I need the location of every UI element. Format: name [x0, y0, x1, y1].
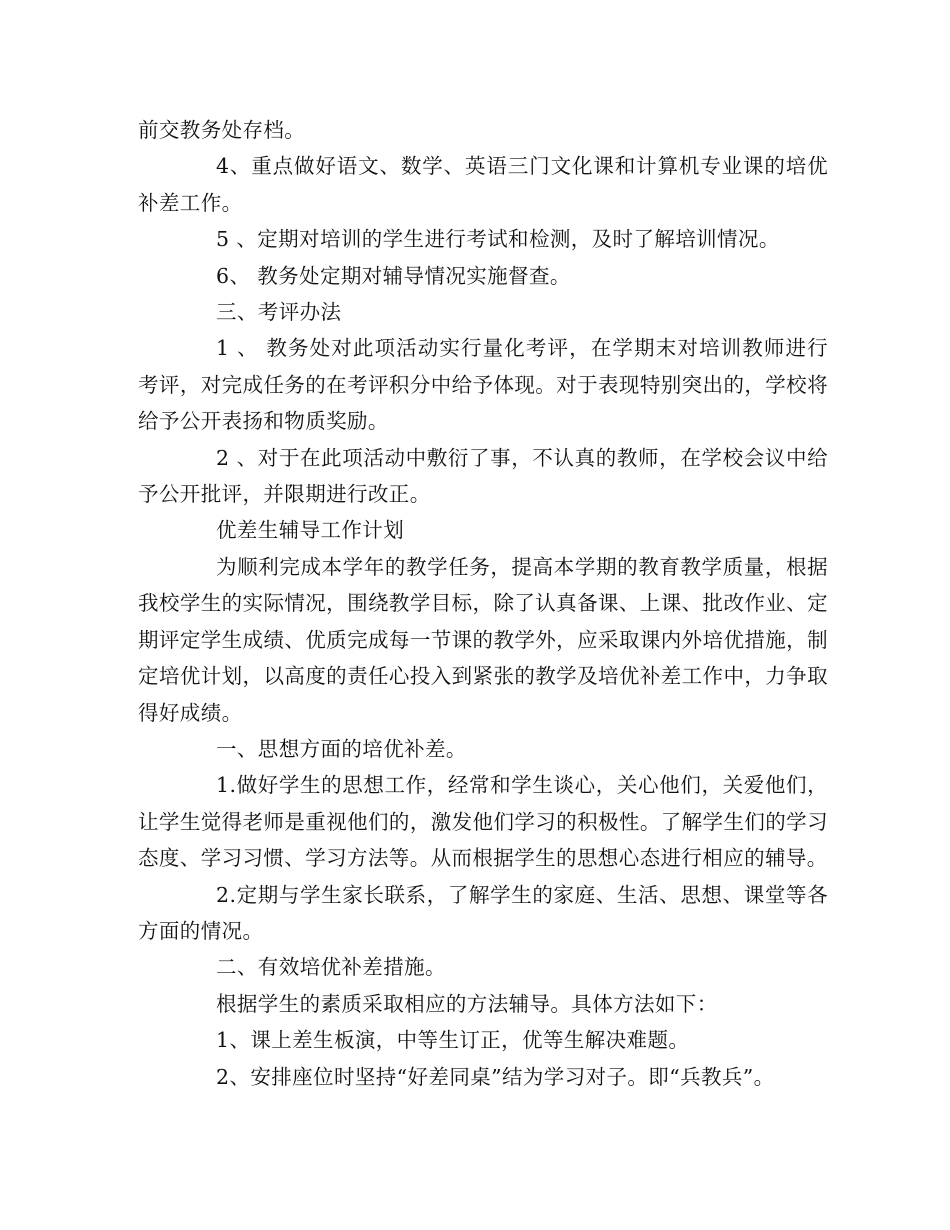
paragraph-15: 1、课上差生板演，中等生订正，优等生解决难题。 [216, 1028, 690, 1053]
paragraph-7: 2 、对于在此项活动中敷衍了事，不认真的教师，在学校会议中给予公开批评，并限期进行改正。 [138, 445, 828, 507]
section-heading-measures: 二、有效培优补差措施。 [216, 955, 446, 980]
section-heading-evaluation: 三、考评办法 [216, 300, 342, 325]
paragraph-14: 根据学生的素质采取相应的方法辅导。具体方法如下： [216, 991, 718, 1016]
document-title: 优差生辅导工作计划 [216, 518, 405, 543]
paragraph-1: 前交教务处存档。 [138, 118, 306, 142]
paragraph-3: 5 、定期对培训的学生进行考试和检测，及时了解培训情况。 [216, 227, 780, 252]
paragraph-6: 1 、 教务处对此项活动实行量化考评，在学期末对培训教师进行考评，对完成任务的在考评积分中给予体现。对于表现特别突出的，学校将给予公开表扬和物质奖励。 [138, 336, 828, 434]
paragraph-2: 4、重点做好语文、数学、英语三门文化课和计算机专业课的培优补差工作。 [138, 154, 828, 215]
paragraph-16: 2、安排座位时坚持“好差同桌”结为学习对子。即“兵教兵”。 [216, 1064, 775, 1089]
paragraph-4: 6、 教务处定期对辅导情况实施督查。 [216, 263, 571, 288]
paragraph-12: 2.定期与学生家长联系，了解学生的家庭、生活、思想、课堂等各方面的情况。 [138, 882, 828, 943]
paragraph-9: 为顺利完成本学年的教学任务，提高本学期的教育教学质量，根据我校学生的实际情况，围绕教学目标，除了认真备课、上课、批改作业、定期评定学生成绩、优质完成每一节课的教学外，应采取课内外培优措施，制定培优计划，以高度的责任心投入到紧张的教学及培优补差工作中，力争取得好成绩。 [138, 554, 828, 725]
section-heading-ideology: 一、思想方面的培优补差。 [216, 736, 467, 761]
document-body [138, 112, 828, 1095]
paragraph-11: 1.做好学生的思想工作，经常和学生谈心，关心他们，关爱他们，让学生觉得老师是重视他们的，激发他们学习的积极性。了解学生们的学习态度、学习习惯、学习方法等。从而根据学生的思想心态进行相应的辅导。 [138, 773, 828, 871]
